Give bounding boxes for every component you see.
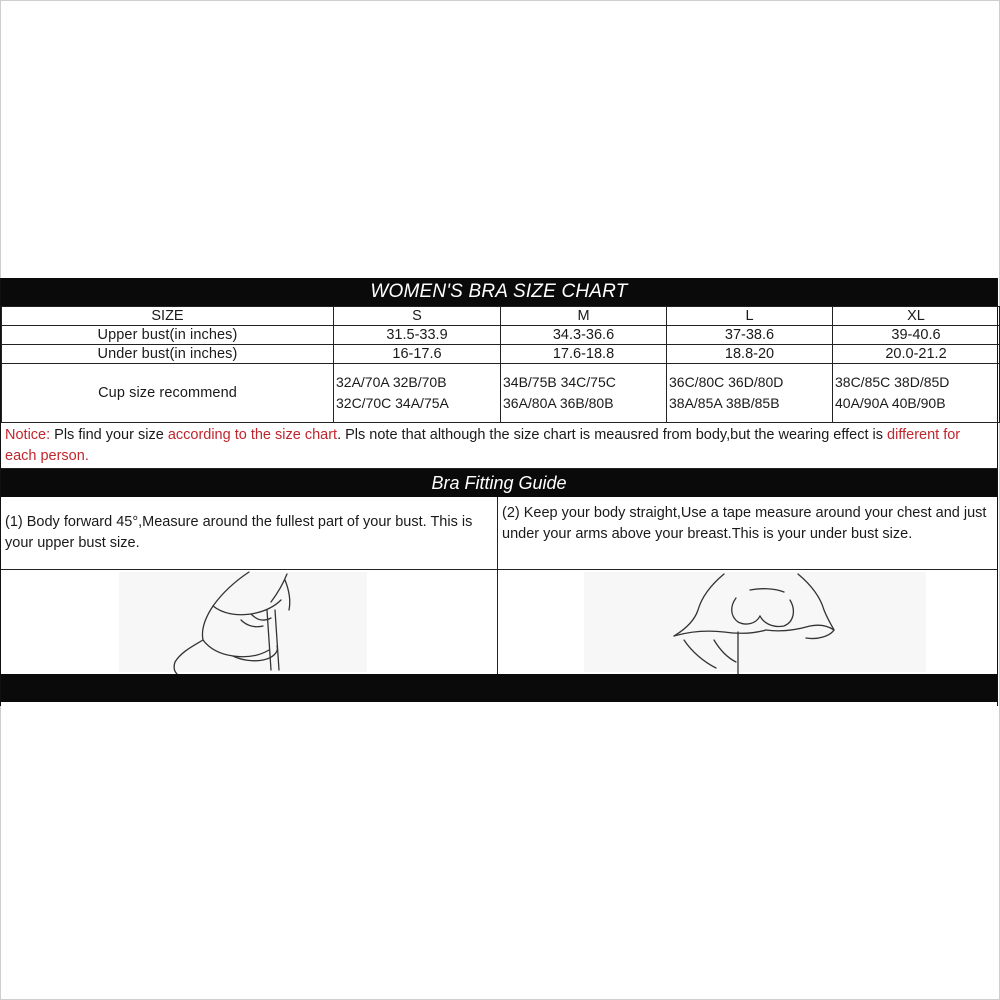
- notice-highlight: according to the size chart: [167, 427, 338, 443]
- fitting-guide-title: Bra Fitting Guide: [1, 469, 997, 497]
- fitting-guide-steps: [1, 497, 997, 570]
- step-1-cell: [1, 497, 498, 569]
- table-cell: 34.3-36.6: [501, 326, 667, 345]
- table-cell: 39-40.6: [833, 326, 1000, 345]
- step-1-text: (1) Body forward 45°,Measure around the fullest part of your bust. This is your upper bust size.: [5, 514, 473, 551]
- table-cell: 37-38.6: [667, 326, 833, 345]
- cup-line: 36A/80A 36B/80B: [503, 395, 614, 411]
- cup-line: 36C/80C 36D/80D: [669, 374, 784, 390]
- table-header-row: [2, 307, 1000, 326]
- notice-segment: .: [84, 448, 89, 464]
- cup-line: 40A/90A 40B/90B: [835, 395, 946, 411]
- table-cell: 18.8-20: [667, 345, 833, 364]
- cup-line: 38A/85A 38B/85B: [669, 395, 780, 411]
- chart-title: WOMEN'S BRA SIZE CHART: [1, 278, 997, 306]
- row-label: Under bust(in inches): [2, 345, 334, 364]
- table-row-upper-bust: [2, 326, 1000, 345]
- step-2-text: (2) Keep your body straight,Use a tape measure around your chest and just under your arms above your breast.This is your under bust size.: [502, 505, 987, 542]
- table-row-under-bust: [2, 345, 1000, 364]
- table-row-cup-size: [2, 364, 1000, 423]
- notice-text: [1, 423, 997, 469]
- cup-line: 32A/70A 32B/70B: [336, 374, 447, 390]
- header-m: M: [501, 307, 667, 326]
- table-cell: 16-17.6: [334, 345, 501, 364]
- step-2-cell: [498, 497, 997, 569]
- row-label: Cup size recommend: [2, 364, 334, 423]
- cup-cell-m: [501, 364, 667, 423]
- size-table: [1, 306, 1000, 423]
- header-s: S: [334, 307, 501, 326]
- cup-line: 34B/75B 34C/75C: [503, 374, 616, 390]
- cup-cell-s: [334, 364, 501, 423]
- illustration-2-cell: [498, 570, 997, 674]
- cup-line: 32C/70C 34A/75A: [336, 395, 449, 411]
- row-label: Upper bust(in inches): [2, 326, 334, 345]
- notice-label: Notice:: [5, 427, 51, 443]
- under-bust-measure-illustration: [498, 570, 997, 674]
- illustration-1-cell: [1, 570, 498, 674]
- bra-size-chart: [0, 278, 998, 706]
- notice-segment: . Pls note that although the size chart is meausred from body,but the wearing effect is: [337, 427, 888, 443]
- fitting-guide-illustrations: [1, 570, 997, 674]
- header-size: SIZE: [2, 307, 334, 326]
- cup-cell-xl: [833, 364, 1000, 423]
- cup-line: 38C/85C 38D/85D: [835, 374, 950, 390]
- upper-bust-measure-illustration: [1, 570, 498, 674]
- notice-highlight: different for each person: [5, 427, 961, 464]
- header-l: L: [667, 307, 833, 326]
- table-cell: 17.6-18.8: [501, 345, 667, 364]
- table-cell: 31.5-33.9: [334, 326, 501, 345]
- notice-segment: Pls find your size: [50, 427, 168, 443]
- header-xl: XL: [833, 307, 1000, 326]
- table-cell: 20.0-21.2: [833, 345, 1000, 364]
- bottom-bar: [1, 674, 997, 702]
- cup-cell-l: [667, 364, 833, 423]
